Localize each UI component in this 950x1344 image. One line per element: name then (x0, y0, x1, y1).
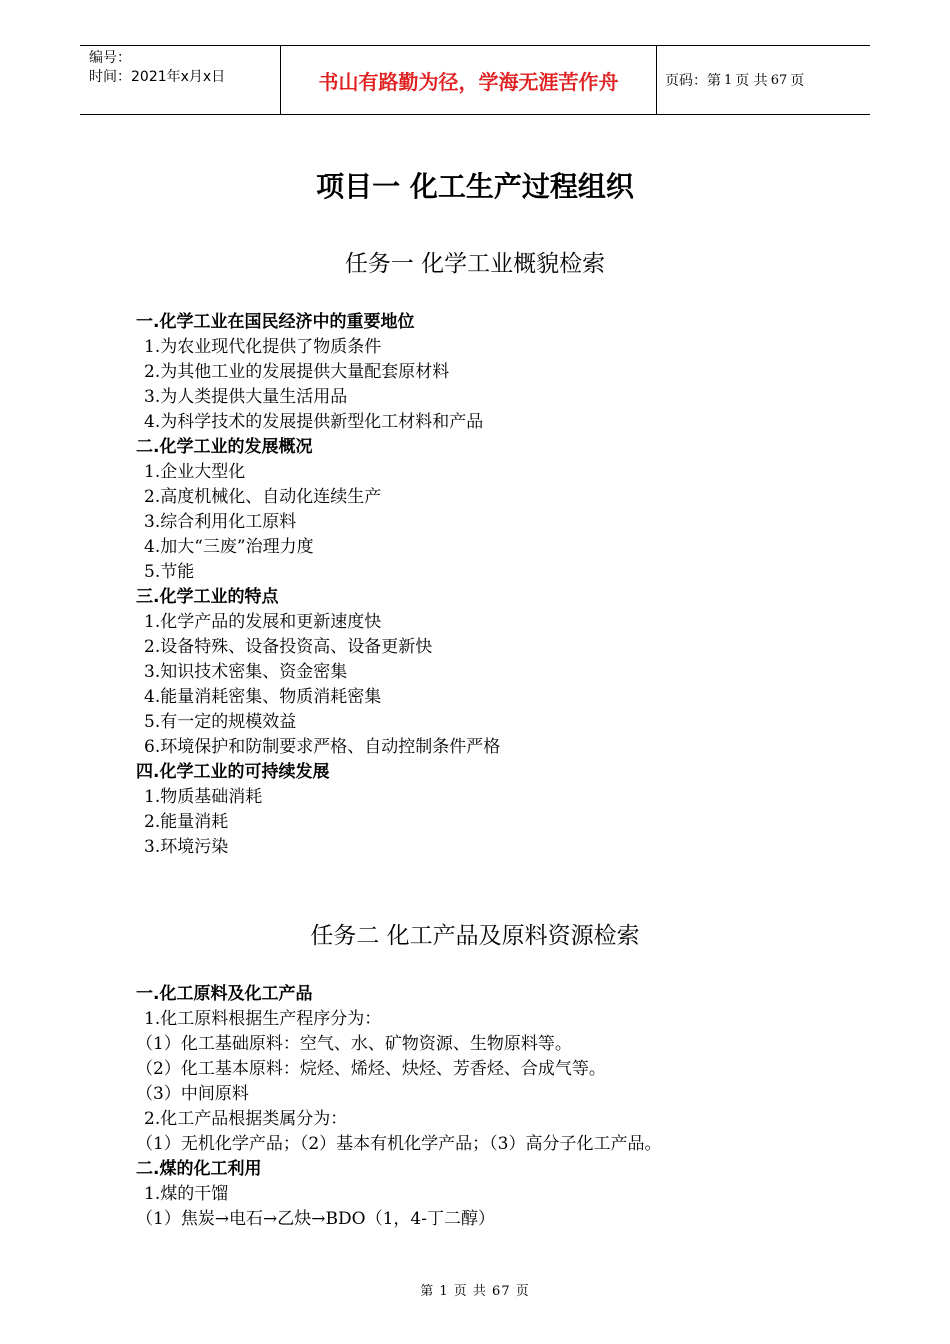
document-title: 项目一 化工生产过程组织 (316, 170, 634, 203)
page-mid-label: 页 共 (735, 73, 768, 89)
list-item: 4.加大“三废”治理力度 (144, 537, 314, 557)
list-item: 2.设备特殊、设备投资高、设备更新快 (144, 637, 433, 657)
list-item: 1.企业大型化 (144, 462, 246, 482)
list-item: 1.化学产品的发展和更新速度快 (144, 612, 382, 632)
page-total: 67 (770, 72, 788, 88)
list-item: 4.能量消耗密集、物质消耗密集 (144, 687, 382, 707)
list-item: 3.为人类提供大量生活用品 (144, 387, 348, 407)
list-item: 2.化工产品根据类属分为： (144, 1109, 348, 1129)
page-footer: 第 1 页 共 67 页 (420, 1284, 530, 1299)
list-item: 1.物质基础消耗 (144, 787, 263, 807)
page-label: 页码：第 (665, 73, 721, 89)
list-item: （1）无机化学产品；（2）基本有机化学产品；（3）高分子化工产品。 (136, 1134, 662, 1154)
list-item: 3.综合利用化工原料 (144, 512, 297, 532)
list-item: 3.知识技术密集、资金密集 (144, 662, 348, 682)
header-meta (80, 46, 280, 114)
list-item: 2.能量消耗 (144, 812, 229, 832)
list-item: 5.节能 (144, 562, 195, 582)
page-end-label: 页 (790, 73, 805, 89)
list-item: （1）化工基础原料：空气、水、矿物资源、生物原料等。 (136, 1034, 572, 1054)
section-heading: 二.煤的化工利用 (136, 1159, 262, 1179)
document-time-label: 时间：2021年x月x日 (89, 69, 226, 85)
list-item: 3.环境污染 (144, 837, 229, 857)
section-heading: 四.化学工业的可持续发展 (136, 762, 330, 782)
header-page-info (656, 46, 870, 114)
list-item: 6.环境保护和防制要求严格、自动控制条件严格 (144, 737, 501, 757)
task-one-title: 任务一 化学工业概貌检索 (344, 251, 606, 277)
page-number: 1 (724, 72, 733, 88)
page-header (80, 45, 870, 115)
section-heading: 三.化学工业的特点 (136, 587, 279, 607)
list-item: （3）中间原料 (136, 1084, 249, 1104)
document-number-label: 编号： (89, 50, 131, 66)
header-motto: 书山有路勤为径，学海无涯苦作舟 (280, 46, 657, 114)
task-two-title: 任务二 化工产品及原料资源检索 (310, 923, 640, 949)
list-item: 1.煤的干馏 (144, 1184, 229, 1204)
list-item: 1.化工原料根据生产程序分为： (144, 1009, 382, 1029)
list-item: （2）化工基本原料：烷烃、烯烃、炔烃、芳香烃、合成气等。 (136, 1059, 606, 1079)
task-one-content (136, 310, 500, 860)
list-item: 5.有一定的规模效益 (144, 712, 297, 732)
task-two-content (136, 982, 661, 1232)
section-heading: 二.化学工业的发展概况 (136, 437, 313, 457)
list-item: 2.为其他工业的发展提供大量配套原材料 (144, 362, 450, 382)
list-item: 2.高度机械化、自动化连续生产 (144, 487, 382, 507)
list-item: 4.为科学技术的发展提供新型化工材料和产品 (144, 412, 484, 432)
section-heading: 一.化工原料及化工产品 (136, 984, 313, 1004)
list-item: （1）焦炭→电石→乙炔→BDO（1，4-丁二醇） (136, 1209, 495, 1229)
section-heading: 一.化学工业在国民经济中的重要地位 (136, 312, 415, 332)
list-item: 1.为农业现代化提供了物质条件 (144, 337, 382, 357)
